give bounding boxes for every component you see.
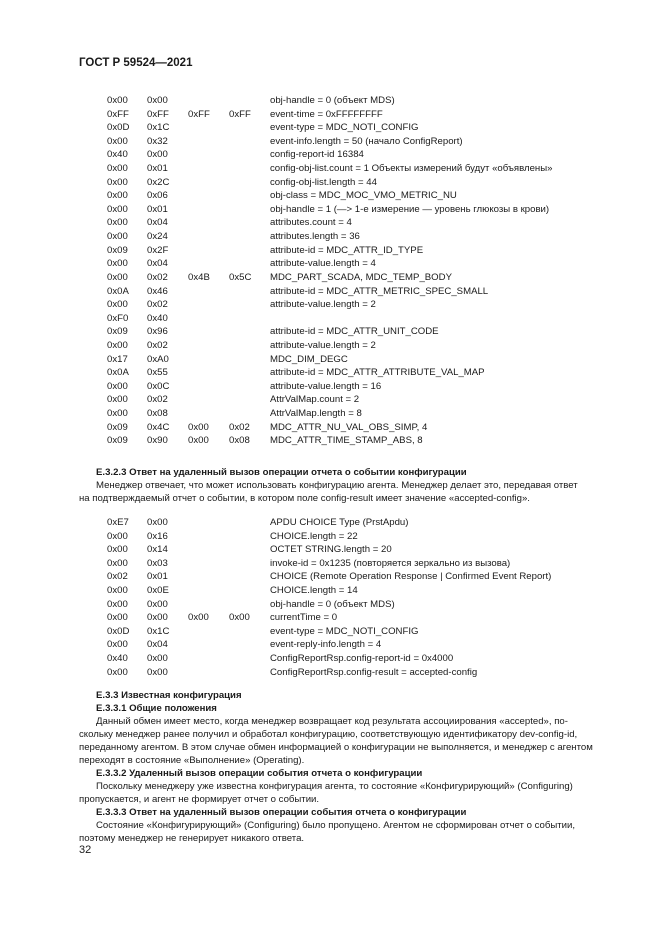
- table-row: [0, 176, 661, 190]
- hex-byte-3: 0x4B: [188, 271, 210, 283]
- hex-byte-2: 0x32: [147, 135, 168, 147]
- hex-byte-2: 0x14: [147, 544, 168, 556]
- hex-byte-1: 0x00: [107, 380, 128, 392]
- hex-byte-2: 0x1C: [147, 122, 170, 134]
- hex-byte-2: 0x00: [147, 598, 168, 610]
- field-description: attribute-id = MDC_ATTR_ID_TYPE: [270, 244, 424, 256]
- field-description: event-reply-info.length = 4: [270, 639, 382, 651]
- hex-byte-2: 0x02: [147, 339, 168, 351]
- table-row: [0, 135, 661, 149]
- hex-byte-2: 0x40: [147, 312, 168, 324]
- field-description: MDC_PART_SCADA, MDC_TEMP_BODY: [270, 271, 452, 283]
- field-description: attributes.length = 36: [270, 231, 360, 243]
- table-row: [0, 393, 661, 407]
- hex-byte-1: 0x09: [107, 326, 128, 338]
- table-row: [0, 121, 661, 135]
- hex-byte-1: 0x09: [107, 421, 128, 433]
- hex-byte-1: 0xFF: [107, 108, 129, 120]
- field-description: config-obj-list.count = 1 Объекты измерений будут «объявлены»: [270, 163, 553, 175]
- field-description: event-info.length = 50 (начало ConfigReport): [270, 135, 463, 147]
- hex-byte-1: 0x00: [107, 544, 128, 556]
- hex-byte-1: 0x00: [107, 557, 128, 569]
- hex-byte-1: 0x00: [107, 612, 128, 624]
- paragraph-line: Поскольку менеджеру уже известна конфигурация агента, то состояние «Конфигурирующий» (Configuring): [96, 781, 573, 792]
- field-description: AttrValMap.length = 8: [270, 408, 362, 420]
- field-description: config-report-id 16384: [270, 149, 364, 161]
- field-description: MDC_DIM_DEGC: [270, 353, 348, 365]
- hex-byte-2: 0x04: [147, 639, 168, 651]
- hex-byte-1: 0x0A: [107, 285, 129, 297]
- hex-byte-1: 0x40: [107, 653, 128, 665]
- hex-byte-1: 0x00: [107, 135, 128, 147]
- table-row: [0, 203, 661, 217]
- hex-byte-2: 0x00: [147, 95, 168, 106]
- field-description: attribute-id = MDC_ATTR_METRIC_SPEC_SMALL: [270, 285, 489, 297]
- hex-byte-1: 0x00: [107, 598, 128, 610]
- hex-byte-1: 0x00: [107, 585, 128, 597]
- table-row: [0, 407, 661, 421]
- hex-byte-1: 0x02: [107, 571, 128, 583]
- table-row: [0, 271, 661, 285]
- table-row: [0, 230, 661, 244]
- hex-byte-4: 0xFF: [229, 108, 251, 120]
- table-row: [0, 148, 661, 162]
- table-row: [0, 380, 661, 394]
- field-description: MDC_ATTR_NU_VAL_OBS_SIMP, 4: [270, 421, 428, 433]
- hex-byte-2: 0x96: [147, 326, 168, 338]
- paragraph-line: скольку менеджер ранее получил и обработал конфигурацию, соответствующую идентификатору dev-config-id,: [79, 729, 578, 740]
- table-row: [0, 257, 661, 271]
- hex-byte-2: 0x01: [147, 571, 168, 583]
- table-row: [0, 189, 661, 203]
- hex-byte-2: 0x04: [147, 258, 168, 270]
- hex-byte-1: 0x0A: [107, 367, 129, 379]
- hex-byte-1: 0x00: [107, 190, 128, 202]
- hex-byte-2: 0xA0: [147, 353, 169, 365]
- hex-byte-2: 0x01: [147, 203, 168, 215]
- paragraph-line: поэтому менеджер не генерирует никакого ответа.: [79, 833, 305, 844]
- table-row: [0, 244, 661, 258]
- subsection-heading-e332: Е.3.3.2 Удаленный вызов операции события отчета о конфигурации: [96, 768, 423, 779]
- field-description: OCTET STRING.length = 20: [270, 544, 392, 556]
- field-description: event-type = MDC_NOTI_CONFIG: [270, 625, 419, 637]
- hex-byte-2: 0x2C: [147, 176, 170, 188]
- table-row: [0, 652, 661, 666]
- subsection-heading-e331: Е.3.3.1 Общие положения: [96, 703, 217, 714]
- document-header: ГОСТ Р 59524—2021: [79, 57, 193, 69]
- hex-byte-1: 0x00: [107, 666, 128, 678]
- table-row: [0, 625, 661, 639]
- table-row: [0, 611, 661, 625]
- field-description: currentTime = 0: [270, 612, 338, 624]
- table-row: [0, 530, 661, 544]
- paragraph-line: переданному агентом. В этом случае обмен информацией о конфигурации не выполняется, и менеджер с агентом: [79, 742, 593, 753]
- hex-byte-2: 0x55: [147, 367, 168, 379]
- hex-byte-1: 0xF0: [107, 312, 129, 324]
- hex-byte-1: 0x00: [107, 394, 128, 406]
- paragraph-line: на подтверждаемый отчет о событии, в котором поле config-result имеет значение «accepted-config».: [79, 493, 530, 504]
- hex-byte-1: 0xE7: [107, 517, 129, 528]
- field-description: CHOICE.length = 22: [270, 530, 358, 542]
- hex-byte-1: 0x00: [107, 95, 128, 106]
- table-row: [0, 162, 661, 176]
- field-description: attribute-value.length = 16: [270, 380, 382, 392]
- hex-byte-1: 0x00: [107, 203, 128, 215]
- hex-dump-table-config-response: [0, 516, 661, 679]
- table-row: [0, 339, 661, 353]
- hex-byte-4: 0x02: [229, 421, 250, 433]
- subsection-heading-e333: Е.3.3.3 Ответ на удаленный вызов операции события отчета о конфигурации: [96, 807, 467, 818]
- field-description: attribute-value.length = 4: [270, 258, 376, 270]
- hex-byte-2: 0x16: [147, 530, 168, 542]
- table-row: [0, 325, 661, 339]
- hex-byte-1: 0x00: [107, 639, 128, 651]
- field-description: CHOICE (Remote Operation Response | Confirmed Event Report): [270, 571, 552, 583]
- hex-byte-1: 0x40: [107, 149, 128, 161]
- field-description: obj-class = MDC_MOC_VMO_METRIC_NU: [270, 190, 457, 202]
- section-heading-e323: Е.3.2.3 Ответ на удаленный вызов операции отчета о событии конфигурации: [96, 467, 467, 478]
- table-row: [0, 557, 661, 571]
- hex-byte-2: 0x01: [147, 163, 168, 175]
- hex-byte-2: 0x1C: [147, 625, 170, 637]
- table-row: [0, 421, 661, 435]
- hex-byte-2: 0x00: [147, 517, 168, 528]
- hex-byte-1: 0x0D: [107, 625, 130, 637]
- paragraph-line: пропускается, и агент не формирует отчет о событии.: [79, 794, 320, 805]
- field-description: attributes.count = 4: [270, 217, 352, 229]
- hex-byte-2: 0xFF: [147, 108, 169, 120]
- paragraph-line: Менеджер отвечает, что может использовать конфигурацию агента. Менеджер делает это, передавая ответ: [96, 480, 578, 491]
- table-row: [0, 285, 661, 299]
- hex-byte-1: 0x00: [107, 339, 128, 351]
- hex-byte-3: 0x00: [188, 421, 209, 433]
- hex-byte-2: 0x0E: [147, 585, 169, 597]
- hex-byte-2: 0x08: [147, 408, 168, 420]
- field-description: attribute-value.length = 2: [270, 339, 376, 351]
- section-heading-e33: Е.3.3 Известная конфигурация: [96, 690, 242, 701]
- hex-byte-2: 0x4C: [147, 421, 170, 433]
- hex-byte-2: 0x06: [147, 190, 168, 202]
- field-description: config-obj-list.length = 44: [270, 176, 377, 188]
- field-description: attribute-id = MDC_ATTR_ATTRIBUTE_VAL_MAP: [270, 367, 485, 379]
- field-description: ConfigReportRsp.config-report-id = 0x4000: [270, 653, 454, 665]
- hex-byte-3: 0x00: [188, 435, 209, 447]
- paragraph-line: переходят в состояние «Выполнение» (Operating).: [79, 755, 305, 766]
- hex-byte-2: 0x03: [147, 557, 168, 569]
- hex-byte-2: 0x00: [147, 653, 168, 665]
- table-row: [0, 366, 661, 380]
- table-row: [0, 666, 661, 680]
- hex-byte-1: 0x00: [107, 299, 128, 311]
- hex-byte-4: 0x08: [229, 435, 250, 447]
- table-row: [0, 108, 661, 122]
- table-row: [0, 216, 661, 230]
- hex-byte-1: 0x00: [107, 176, 128, 188]
- hex-byte-2: 0x00: [147, 612, 168, 624]
- field-description: CHOICE.length = 14: [270, 585, 358, 597]
- table-row: [0, 353, 661, 367]
- field-description: obj-handle = 0 (объект MDS): [270, 598, 395, 610]
- hex-byte-1: 0x00: [107, 217, 128, 229]
- hex-byte-2: 0x90: [147, 435, 168, 447]
- hex-byte-1: 0x09: [107, 244, 128, 256]
- page-number: 32: [79, 844, 92, 856]
- table-row: [0, 570, 661, 584]
- field-description: invoke-id = 0x1235 (повторяется зеркально из вызова): [270, 557, 511, 569]
- hex-byte-1: 0x00: [107, 231, 128, 243]
- hex-byte-1: 0x17: [107, 353, 128, 365]
- table-row: [0, 298, 661, 312]
- hex-byte-2: 0x2F: [147, 244, 169, 256]
- table-row: [0, 516, 661, 530]
- hex-byte-1: 0x00: [107, 258, 128, 270]
- field-description: MDC_ATTR_TIME_STAMP_ABS, 8: [270, 435, 423, 447]
- field-description: event-type = MDC_NOTI_CONFIG: [270, 122, 419, 134]
- field-description: APDU CHOICE Type (PrstApdu): [270, 517, 409, 528]
- hex-byte-2: 0x02: [147, 299, 168, 311]
- hex-byte-2: 0x02: [147, 394, 168, 406]
- hex-byte-4: 0x5C: [229, 271, 252, 283]
- hex-byte-1: 0x00: [107, 530, 128, 542]
- hex-byte-3: 0x00: [188, 612, 209, 624]
- table-row: [0, 94, 661, 108]
- hex-byte-1: 0x00: [107, 271, 128, 283]
- hex-byte-2: 0x04: [147, 217, 168, 229]
- field-description: obj-handle = 1 (—> 1-е измерение — уровень глюкозы в крови): [270, 203, 550, 215]
- table-row: [0, 638, 661, 652]
- hex-byte-3: 0xFF: [188, 108, 210, 120]
- field-description: AttrValMap.count = 2: [270, 394, 360, 406]
- hex-byte-2: 0x02: [147, 271, 168, 283]
- hex-byte-2: 0x00: [147, 149, 168, 161]
- table-row: [0, 312, 661, 326]
- table-row: [0, 598, 661, 612]
- hex-dump-table-config-report: [0, 94, 661, 448]
- hex-byte-1: 0x00: [107, 163, 128, 175]
- field-description: event-time = 0xFFFFFFFF: [270, 108, 383, 120]
- hex-byte-2: 0x24: [147, 231, 168, 243]
- field-description: obj-handle = 0 (объект MDS): [270, 95, 395, 106]
- hex-byte-1: 0x00: [107, 408, 128, 420]
- hex-byte-1: 0x09: [107, 435, 128, 447]
- hex-byte-4: 0x00: [229, 612, 250, 624]
- hex-byte-1: 0x0D: [107, 122, 130, 134]
- hex-byte-2: 0x00: [147, 666, 168, 678]
- hex-byte-2: 0x46: [147, 285, 168, 297]
- table-row: [0, 584, 661, 598]
- table-row: [0, 434, 661, 448]
- table-row: [0, 543, 661, 557]
- paragraph-line: Состояние «Конфигурирующий» (Configuring) было пропущено. Агентом не сформирован отчет о событии,: [96, 820, 576, 831]
- field-description: attribute-value.length = 2: [270, 299, 376, 311]
- field-description: attribute-id = MDC_ATTR_UNIT_CODE: [270, 326, 439, 338]
- paragraph-line: Данный обмен имеет место, когда менеджер возвращает код результата ассоциирования «accepted», по-: [96, 716, 568, 727]
- field-description: ConfigReportRsp.config-result = accepted-config: [270, 666, 478, 678]
- hex-byte-2: 0x0C: [147, 380, 170, 392]
